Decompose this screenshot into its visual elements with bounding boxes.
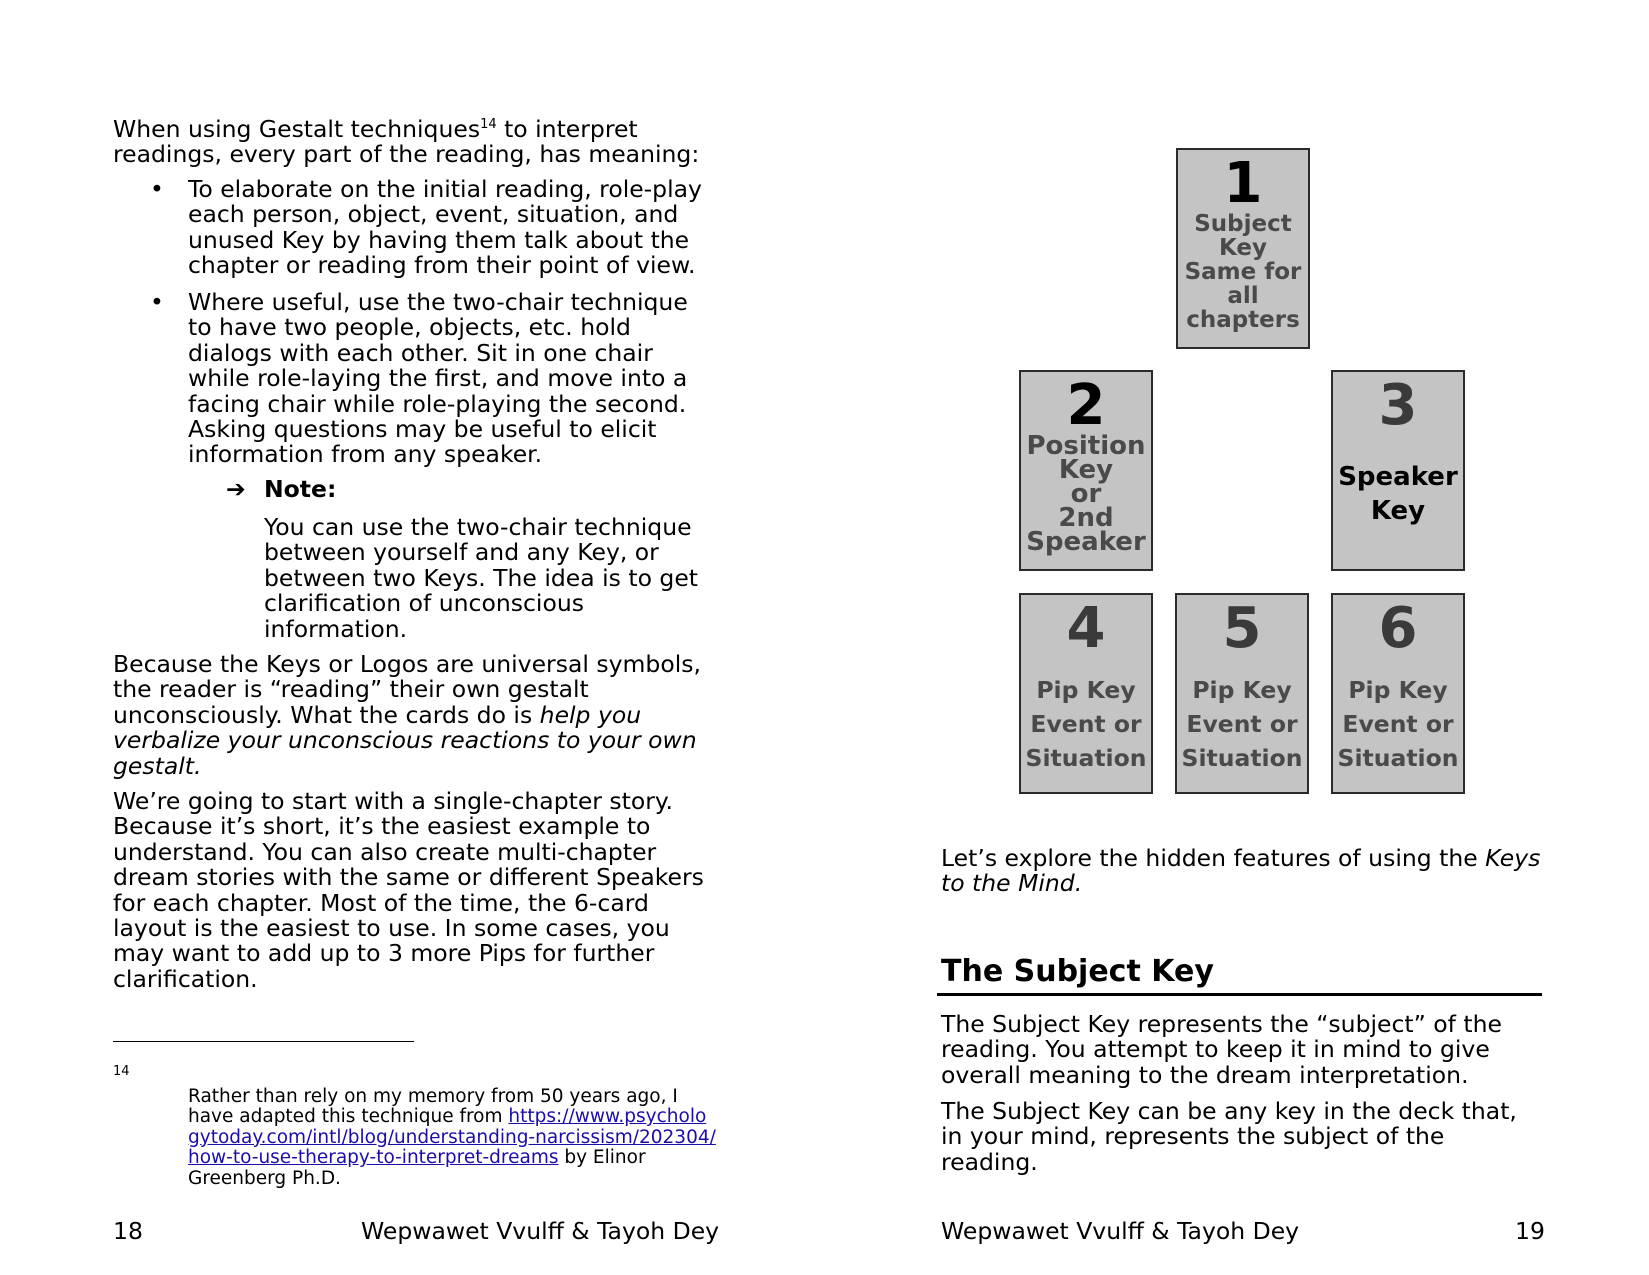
subject-paragraph-1: The Subject Key represents the “subject” of the reading. You attempt to keep it in mind to give overall meaning to the dream interpretation. [941,1010,1502,1089]
card-number: 3 [1378,373,1418,438]
keys-paragraph-italic: help you verbalize your unconscious reactions to your own gestalt. [113,700,697,780]
card-label-line: Subject [1194,211,1292,237]
card-subject-key [1176,148,1310,349]
page-number: 19 [1515,1217,1545,1245]
card-label-line: Key [1058,455,1114,485]
card-label-line: Event or [1030,710,1142,738]
card-label-line: Speaker [1338,462,1458,492]
bullet-icon: • [150,175,164,203]
arrow-right-icon: ➔ [226,475,246,503]
card-position-key [1019,370,1153,571]
card-label-line: 2nd [1058,503,1114,533]
bullet-text: Where useful, use the two-chair technique to have two people, objects, etc. hold dialogs with each other. Sit in one chair while role-laying the first, and move into a facing chair while role-playing the second. Asking questions may be useful to elicit information from any speaker. [188,288,688,469]
card-number: 2 [1066,373,1106,438]
card-label-line: chapters [1186,307,1300,333]
card-label-line: Position [1026,431,1146,461]
card-label-line: Pip Key [1192,676,1292,704]
card-label-line: Speaker [1026,527,1146,557]
card-pip-key [1175,593,1309,794]
card-label-line: Same for [1184,259,1302,285]
section-heading: The Subject Key [941,954,1214,989]
intro-text-continued: to interpret readings, every part of the reading, has meaning: [113,114,700,169]
explore-italic: Keys to the Mind. [941,844,1541,898]
bullet-icon: • [150,288,164,316]
card-number: 5 [1222,596,1262,661]
card-label-line: Situation [1025,744,1147,772]
card-pip-key [1019,593,1153,794]
subject-paragraph-2: The Subject Key can be any key in the deck that, in your mind, represents the subject of the reading. [941,1097,1517,1176]
card-label-line: Situation [1181,744,1303,772]
card-label-line: Event or [1342,710,1454,738]
note-body: You can use the two-chair technique between yourself and any Key, or between two Keys. The idea is to get clarification of unconscious information. [264,513,699,643]
explore-text: Let’s explore the hidden features of using the [941,844,1486,872]
card-label-line: Event or [1186,710,1298,738]
intro-text: When using Gestalt techniques [113,114,481,143]
running-footer: Wepwawet Vvulff & Tayoh Dey [941,1217,1300,1245]
footnote-number: 14 [113,1064,130,1079]
card-number: 6 [1378,596,1418,661]
note-label: Note: [264,475,337,503]
bullet-text: To elaborate on the initial reading, role-play each person, object, event, situation, and unused Key by having them talk about the chapter or reading from their point of view. [188,175,702,280]
card-label-line: Situation [1337,744,1459,772]
card-number: 4 [1066,596,1106,661]
page-number: 18 [113,1217,143,1245]
card-label-line: Key [1370,496,1426,526]
explore-paragraph [941,846,1541,897]
card-number: 1 [1223,151,1263,216]
footnote-reference[interactable]: 14 [480,117,497,132]
card-speaker-key [1331,370,1465,571]
story-paragraph: We’re going to start with a single-chapter story. Because it’s short, it’s the easiest example to understand. You can also create multi-chapter dream stories with the same or different Speakers for each chapter. Most of the time, the 6-card layout is the easiest to use. In some cases, you may want to add up to 3 more Pips for further clarification. [113,787,704,993]
footnote-link[interactable]: https://www.psychologytoday.com/intl/blog/understanding-narcissism/202304/how-to-use-therapy-to-interpret-dreams [188,1106,716,1169]
card-label-line: or [1070,479,1102,509]
card-label-line: Pip Key [1348,676,1448,704]
keys-paragraph-text: Because the Keys or Logos are universal symbols, the reader is “reading” their own gestalt unconsciously. What the cards do is [113,650,701,729]
footnote-author: by Elinor Greenberg Ph.D. [188,1147,646,1189]
footnote-lead: Rather than rely on my memory from 50 years ago, I have adapted this technique from [188,1085,678,1128]
heading-divider [937,993,1542,996]
card-pip-key [1331,593,1465,794]
running-footer: Wepwawet Vvulff & Tayoh Dey [361,1217,720,1245]
card-label-line: Pip Key [1036,676,1136,704]
card-label-line: Key [1218,235,1267,261]
card-label-line: all [1227,283,1259,309]
